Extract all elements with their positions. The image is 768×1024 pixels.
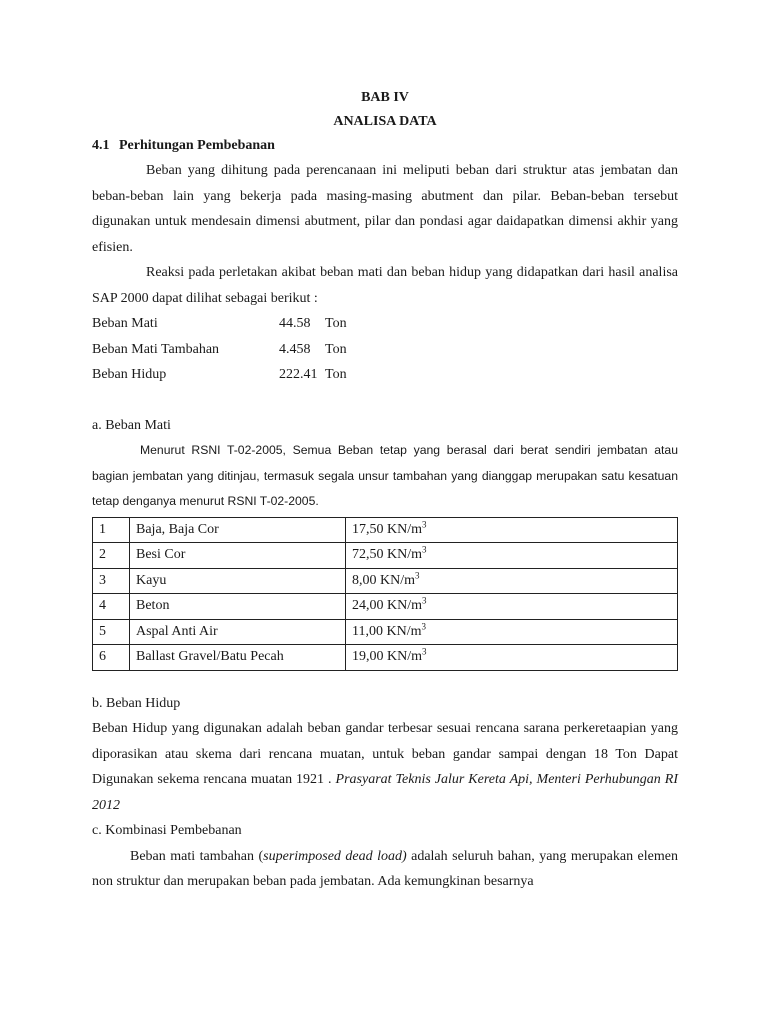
material-name: Kayu xyxy=(130,568,346,594)
unit-exponent: 3 xyxy=(421,621,426,632)
material-name: Aspal Anti Air xyxy=(130,619,346,645)
combination-text-start: Beban mati tambahan ( xyxy=(130,848,264,864)
material-weight xyxy=(346,543,678,569)
material-name: Besi Cor xyxy=(130,543,346,569)
combination-term: superimposed dead load) xyxy=(263,848,407,864)
weight-value: 24,00 KN/m xyxy=(352,598,422,614)
live-load-text: Beban Hidup yang digunakan adalah beban gandar terbesar sesuai rencana sarana perkeretaapian yang diporasikan atau skema dari rencana muatan, untuk beban gandar sampai dengan 18 Ton Dapat Digunakan sekema rencana muatan 1921 . xyxy=(92,721,678,787)
reference-citation: Prasyarat Teknis Jalur Kereta Api, Menteri Perhubungan RI 2012 xyxy=(92,772,678,813)
unit-exponent: 3 xyxy=(415,570,420,581)
load-unit: Ton xyxy=(325,316,347,331)
weight-value: 72,50 KN/m xyxy=(352,547,422,563)
section-heading xyxy=(92,134,678,158)
material-name: Ballast Gravel/Batu Pecah xyxy=(130,645,346,671)
combination-text-end: adalah seluruh bahan, yang merupakan elemen non struktur dan merupakan beban pada jembatan. Ada kemungkinan besarnya xyxy=(92,848,678,889)
subsection-b-text xyxy=(92,716,678,818)
subsection-a-title: a. Beban Mati xyxy=(92,417,171,433)
row-number: 3 xyxy=(93,568,130,594)
load-unit: Ton xyxy=(325,341,347,357)
weight-value: 11,00 KN/m xyxy=(352,623,422,639)
material-weight xyxy=(346,517,678,543)
subsection-c-title: c. Kombinasi Pembebanan xyxy=(92,823,242,838)
table-row xyxy=(93,619,678,645)
material-weight-table xyxy=(92,517,678,671)
unit-exponent: 3 xyxy=(422,544,427,555)
load-label: Beban Mati xyxy=(92,316,158,331)
material-weight xyxy=(346,568,678,594)
load-unit: Ton xyxy=(325,367,347,382)
row-number: 4 xyxy=(93,594,130,620)
load-row xyxy=(92,311,678,337)
unit-exponent: 3 xyxy=(422,646,427,657)
load-value: 222.41 xyxy=(279,367,318,382)
row-number: 6 xyxy=(93,645,130,671)
subsection-b-title: b. Beban Hidup xyxy=(92,695,181,711)
section-number: 4.1 xyxy=(92,138,110,153)
row-number: 1 xyxy=(93,517,130,543)
material-weight xyxy=(346,594,678,620)
material-name: Beton xyxy=(130,594,346,620)
table-row xyxy=(93,517,678,543)
material-name: Baja, Baja Cor xyxy=(130,517,346,543)
subsection-c-text xyxy=(92,844,678,895)
row-number: 2 xyxy=(93,543,130,569)
weight-value: 19,00 KN/m xyxy=(352,649,422,665)
subsection-a-text: Menurut RSNI T-02-2005, Semua Beban tetap yang berasal dari berat sendiri jembatan atau bagian jembatan yang ditinjau, termasuk segala unsur tambahan yang dianggap merupakan satu kesatuan tetap denganya menurut RSNI T-02-2005. xyxy=(92,443,678,508)
material-weight xyxy=(346,619,678,645)
chapter-number: BAB IV xyxy=(361,90,409,105)
weight-value: 17,50 KN/m xyxy=(352,521,422,537)
document-page xyxy=(92,86,678,895)
load-list xyxy=(92,311,678,388)
unit-exponent: 3 xyxy=(422,519,427,530)
load-value: 44.58 xyxy=(279,316,311,331)
table-row xyxy=(93,594,678,620)
material-weight xyxy=(346,645,678,671)
load-row xyxy=(92,362,678,388)
load-label: Beban Hidup xyxy=(92,367,167,382)
row-number: 5 xyxy=(93,619,130,645)
table-row xyxy=(93,543,678,569)
weight-value: 8,00 KN/m xyxy=(352,572,415,588)
paragraph-reaction: Reaksi pada perletakan akibat beban mati dan beban hidup yang didapatkan dari hasil analisa SAP 2000 dapat dilihat sebagai berikut : xyxy=(92,265,678,306)
load-row xyxy=(92,337,678,363)
load-label: Beban Mati Tambahan xyxy=(92,341,220,357)
load-value: 4.458 xyxy=(279,341,311,357)
table-row xyxy=(93,568,678,594)
paragraph-intro: Beban yang dihitung pada perencanaan ini meliputi beban dari struktur atas jembatan dan beban-beban lain yang bekerja pada masing-masing abutment dan pilar. Beban-beban tersebut digunakan untuk mendesain dimensi abutment, pilar dan pondasi agar daidapatkan dimensi akhir yang efisien. xyxy=(92,163,678,255)
section-title: Perhitungan Pembebanan xyxy=(119,138,275,153)
table-row xyxy=(93,645,678,671)
unit-exponent: 3 xyxy=(422,595,427,606)
chapter-title: ANALISA DATA xyxy=(333,114,437,129)
